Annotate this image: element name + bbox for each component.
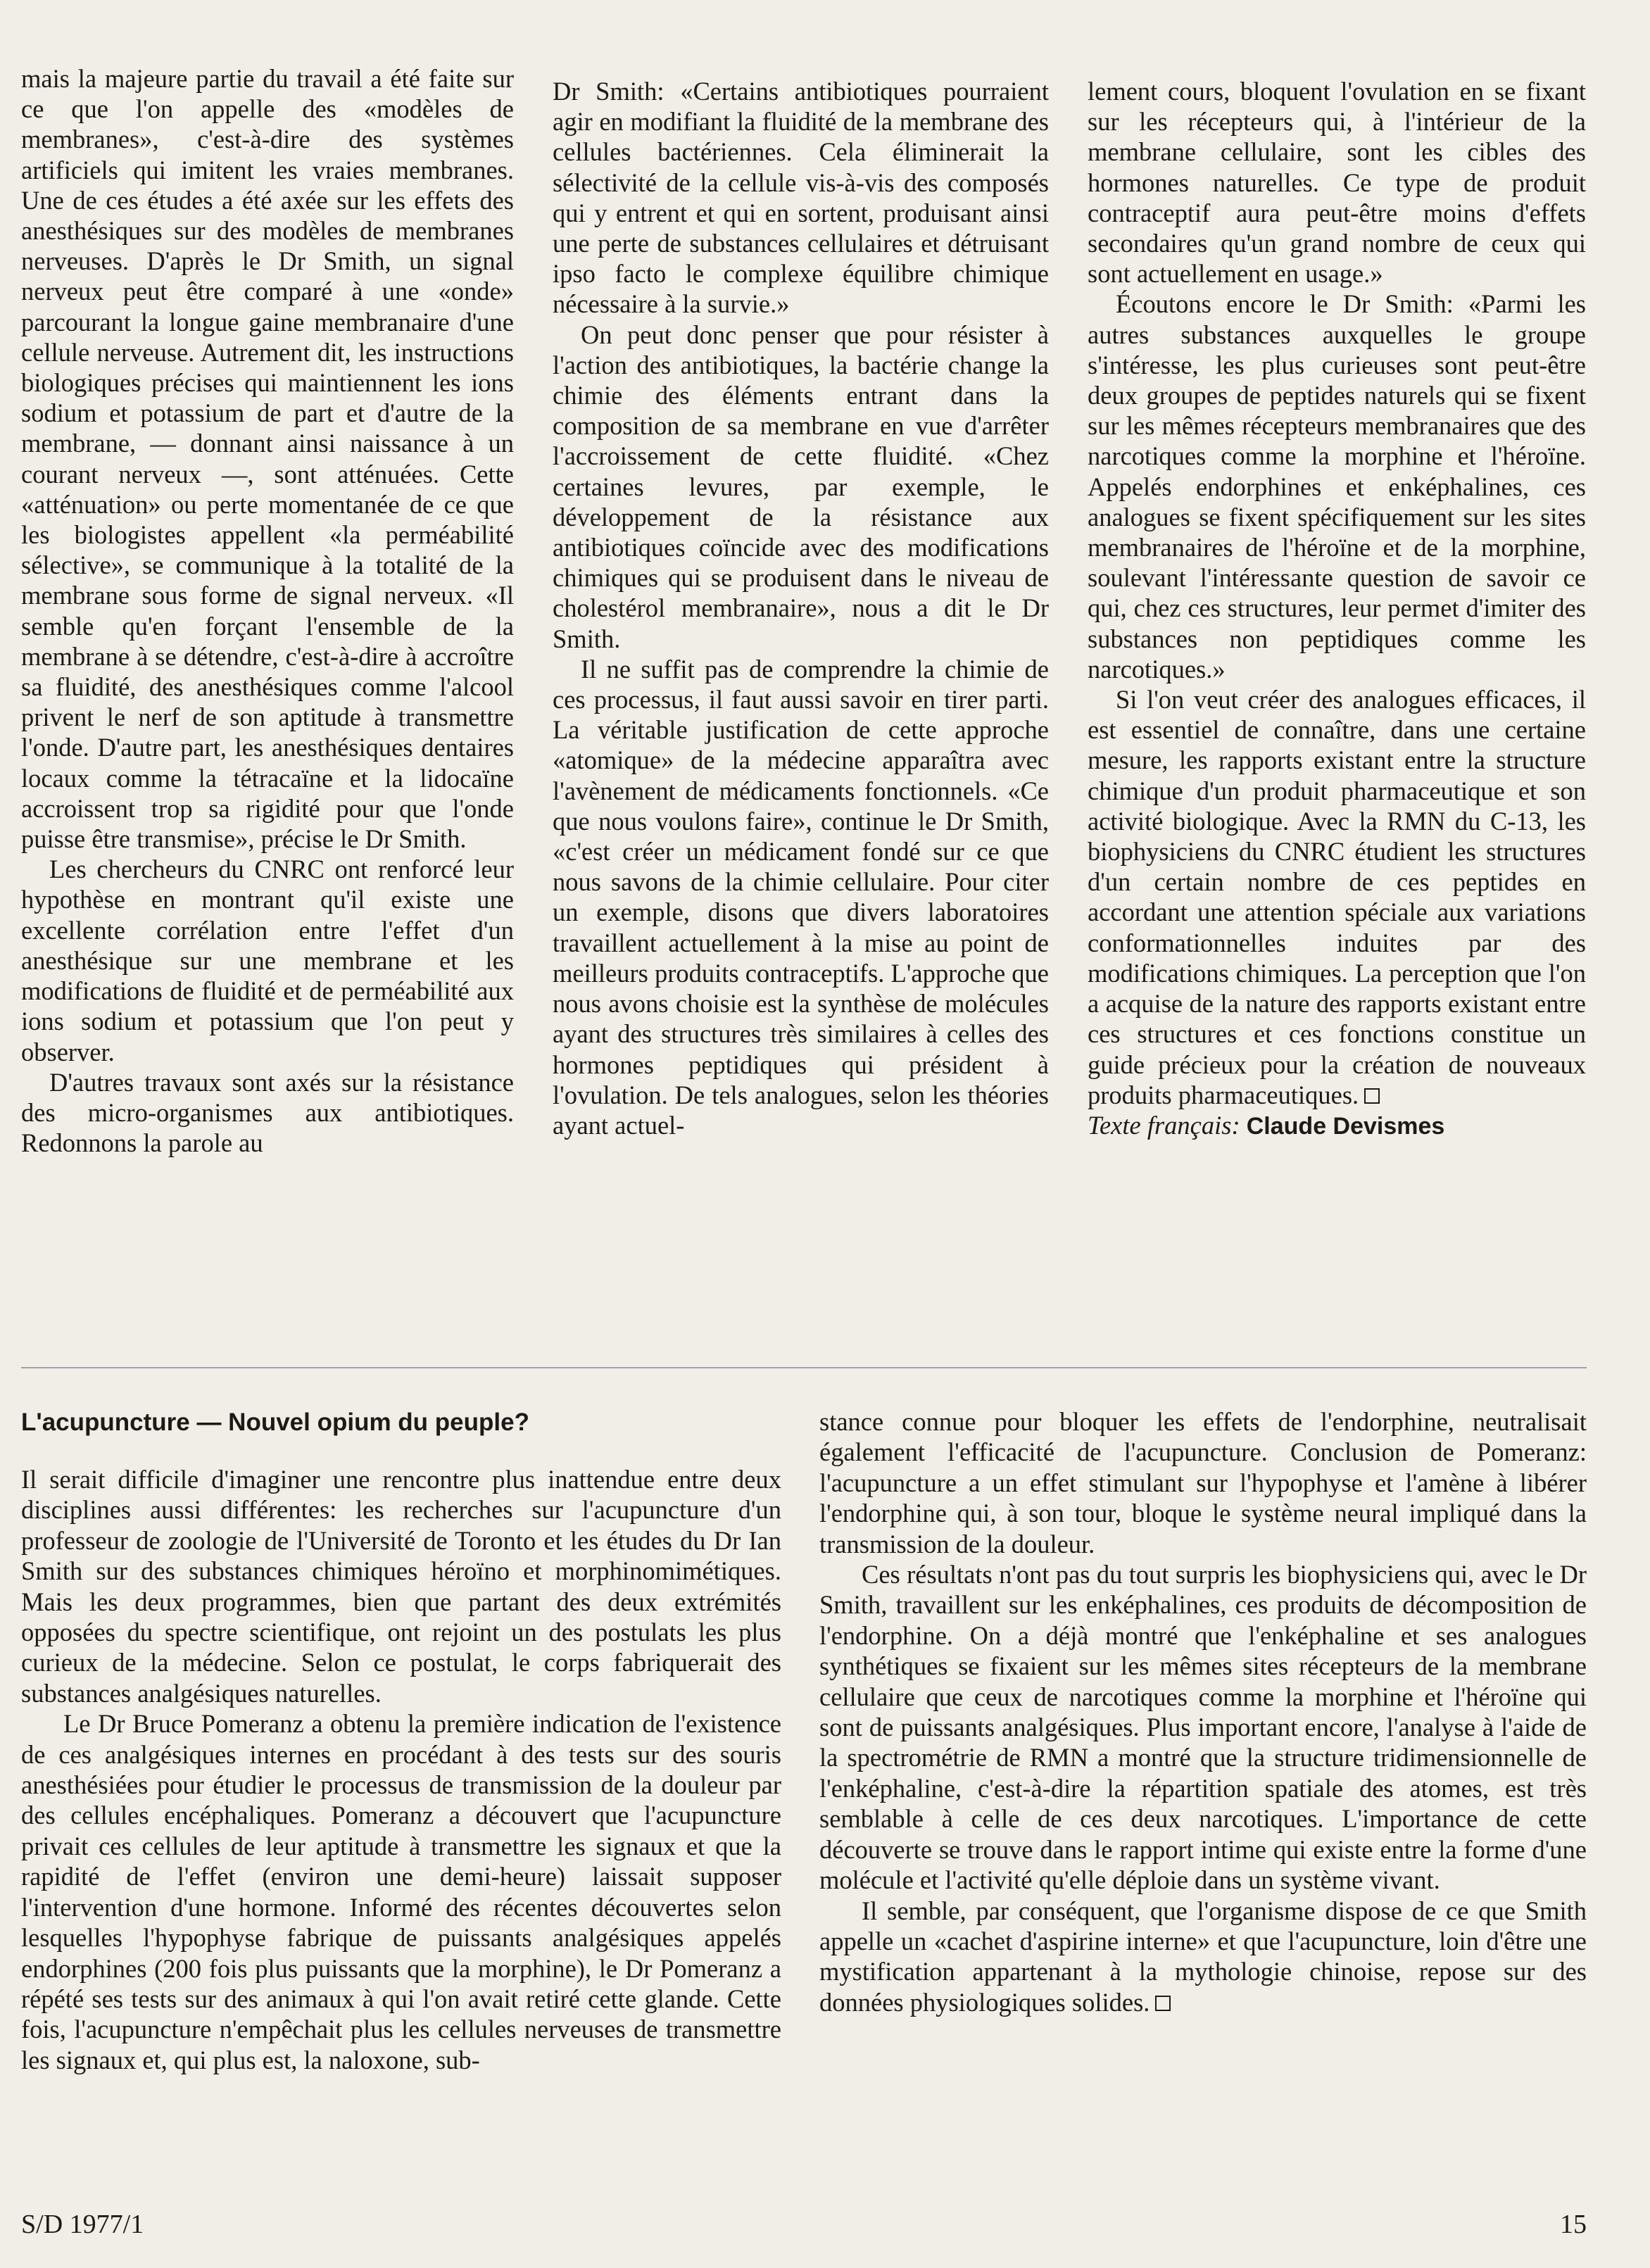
- paragraph: lement cours, bloquent l'ovulation en se fixant sur les récepteurs qui, à l'intérieur de la membrane cellulaire, sont les cibles des hormones naturelles. Ce type de produit contraceptif aura peut-être moins d'effets secondaires qu'un grand nombre de ceux qui sont actuellement en usage.»: [1088, 77, 1586, 289]
- paragraph-text: Il semble, par conséquent, que l'organisme dispose de ce que Smith appelle un «cachet d'aspirine interne» et que l'acupuncture, loin d'être une mystification appartenant à la mythologie chinoise, repose sur des données physiologiques solides.: [819, 1896, 1587, 2017]
- paragraph: [1088, 684, 1586, 1110]
- translation-credit: [1088, 1110, 1586, 1142]
- paragraph-text: Si l'on veut créer des analogues efficaces, il est essentiel de connaître, dans une certaine mesure, les rapports existant entre la structure chimique d'un produit pharmaceutique et son activité biologique. Avec la RMN du C-13, les biophysiciens du CNRC étudient les structures d'un certain nombre de ces peptides en accordant une attention spéciale aux variations conformationnelles induites par des modifications chimiques. La perception que l'on a acquise de la nature des rapports existant entre ces structures et ces fonctions constitue un guide précieux pour la création de nouveaux produits pharmaceutiques.: [1088, 685, 1586, 1109]
- section-divider: [21, 1367, 1587, 1368]
- paragraph: stance connue pour bloquer les effets de l'endorphine, neutralisait également l'efficacité de l'acupuncture. Conclusion de Pomeranz: l'acupuncture a un effet stimulant sur l'hypophyse et l'amène à libérer l'endorphine qui, à son tour, bloque le système neural impliqué dans la transmission de la douleur.: [819, 1407, 1587, 1558]
- end-mark-icon: [1155, 1996, 1171, 2011]
- bottom-article-column-1: [21, 1464, 781, 2075]
- credit-label: Texte français:: [1088, 1110, 1240, 1140]
- paragraph: Il ne suffit pas de comprendre la chimie de ces processus, il faut aussi savoir en tirer parti. La véritable justification de cette approche «atomique» de la médecine apparaîtra avec l'avènement de médicaments fonctionnels. «Ce que nous voulons faire», continue le Dr Smith, «c'est créer un médicament fondé sur ce que nous savons de la chimie cellulaire. Pour citer un exemple, disons que divers laboratoires travaillent actuellement à la mise au point de meilleurs produits contraceptifs. L'approche que nous avons choisie est la synthèse de molécules ayant des structures très similaires à celles des hormones peptidiques qui président à l'ovulation. De tels analogues, selon les théories ayant actuel-: [553, 654, 1049, 1140]
- paragraph: Le Dr Bruce Pomeranz a obtenu la première indication de l'existence de ces analgésiques internes en procédant à des tests sur des souris anesthésiées pour étudier le processus de transmission de la douleur par des cellules encéphaliques. Pomeranz a découvert que l'acupuncture privait ces cellules de leur aptitude à transmettre les signaux et que la rapidité de l'effet (environ une demi-heure) laissait supposer l'intervention d'une hormone. Informé des récentes découvertes selon lesquelles l'hypophyse fabrique de puissants analgésiques appelés endorphines (200 fois plus puissants que la morphine), le Dr Pomeranz a répété ses tests sur des animaux à qui l'on avait retiré cette glande. Cette fois, l'acupuncture n'empêchait plus les cellules nerveuses de transmettre les signaux et, qui plus est, la naloxone, sub-: [21, 1709, 781, 2074]
- credit-name: Claude Devismes: [1246, 1112, 1445, 1140]
- paragraph: Ces résultats n'ont pas du tout surpris les biophysiciens qui, avec le Dr Smith, travaillent sur les enképhalines, ces produits de décomposition de l'endorphine. On a déjà montré que l'enképhaline et ses analogues synthétiques se fixaient sur les mêmes sites récepteurs de la membrane cellulaire que ceux de narcotiques comme la morphine et l'héroïne qui sont de puissants analgésiques. Plus important encore, l'analyse à l'aide de la spectrométrie de RMN a montré que la structure tridimensionnelle de l'enképhaline, c'est-à-dire la répartition spatiale des atomes, est très semblable à celle de ces deux narcotiques. L'importance de cette découverte se trouve dans le rapport intime qui existe entre la forme d'une molécule et l'activité qu'elle déploie dans un système vivant.: [819, 1560, 1587, 1895]
- bottom-article-column-2: [819, 1406, 1587, 2017]
- page-number: 15: [1560, 2210, 1587, 2239]
- paragraph: On peut donc penser que pour résister à l'action des antibiotiques, la bactérie change la chimie des éléments entrant dans la composition de sa membrane en vue d'arrêter l'accroissement de cette fluidité. «Chez certaines levures, par exemple, le développement de la résistance aux antibiotiques coïncide avec des modifications chimiques qui se produisent dans le niveau de cholestérol membranaire», nous a dit le Dr Smith.: [553, 320, 1049, 653]
- paragraph: D'autres travaux sont axés sur la résistance des micro-organismes aux antibiotiques. Redonnons la parole au: [21, 1067, 514, 1158]
- paragraph: Dr Smith: «Certains antibiotiques pourraient agir en modifiant la fluidité de la membrane des cellules bactériennes. Cela éliminerait la sélectivité de la cellule vis-à-vis des composés qui y entrent et qui en sortent, produisant ainsi une perte de substances cellulaires et détruisant ipso facto le complexe équilibre chimique nécessaire à la survie.»: [553, 77, 1049, 319]
- top-article-column-1: [21, 63, 514, 1158]
- end-mark-icon: [1364, 1088, 1380, 1104]
- article-heading: L'acupuncture — Nouvel opium du peuple?: [21, 1409, 529, 1436]
- paragraph: Écoutons encore le Dr Smith: «Parmi les autres substances auxquelles le groupe s'intéresse, les plus curieuses sont peut-être deux groupes de peptides naturels qui se fixent sur les mêmes récepteurs membranaires que des narcotiques comme la morphine et l'héroïne. Appelés endorphines et enképhalines, ces analogues se fixent spécifiquement sur les sites membranaires de l'héroïne et de la morphine, soulevant l'intéressante question de savoir ce qui, chez ces structures, leur permet d'imiter des substances non peptidiques comme les narcotiques.»: [1088, 289, 1586, 683]
- issue-label: S/D 1977/1: [21, 2210, 144, 2239]
- paragraph: Il serait difficile d'imaginer une rencontre plus inattendue entre deux disciplines aussi différentes: les recherches sur l'acupuncture d'un professeur de zoologie de l'Université de Toronto et les études du Dr Ian Smith sur des substances chimiques héroïno et morphinomimétiques. Mais les deux programmes, bien que partant des deux extrémités opposées du spectre scientifique, ont rejoint un des postulats les plus curieux de la médecine. Selon ce postulat, le corps fabriquerait des substances analgésiques naturelles.: [21, 1465, 781, 1708]
- paragraph: [819, 1896, 1587, 2018]
- paragraph: mais la majeure partie du travail a été faite sur ce que l'on appelle des «modèles de membranes», c'est-à-dire des systèmes artificiels qui imitent les vraies membranes. Une de ces études a été axée sur les effets des anesthésiques sur des modèles de membranes nerveuses. D'après le Dr Smith, un signal nerveux peut être comparé à une «onde» parcourant la longue gaine membranaire d'une cellule nerveuse. Autrement dit, les instructions biologiques précises qui maintiennent les ions sodium et potassium de part et d'autre de la membrane, — donnant ainsi naissance à un courant nerveux —, sont atténuées. Cette «atténuation» ou perte momentanée de ce que les biologistes appellent «la perméabilité sélective», se communique à la totalité de la membrane sous forme de signal nerveux. «Il semble qu'en forçant l'ensemble de la membrane à se détendre, c'est-à-dire à accroître sa fluidité, des anesthésiques comme l'alcool privent le nerf de son aptitude à transmettre l'onde. D'autre part, les anesthésiques dentaires locaux comme la tétracaïne et la lidocaïne accroissent trop sa rigidité pour que l'onde puisse être transmise», précise le Dr Smith.: [21, 64, 514, 854]
- paragraph: Les chercheurs du CNRC ont renforcé leur hypothèse en montrant qu'il existe une excellente corrélation entre l'effet d'un anesthésique sur une membrane et les modifications de fluidité et de perméabilité aux ions sodium et potassium que l'on peut y observer.: [21, 855, 514, 1066]
- top-article-column-3: [1088, 76, 1586, 1142]
- top-article-column-2: [553, 76, 1049, 1140]
